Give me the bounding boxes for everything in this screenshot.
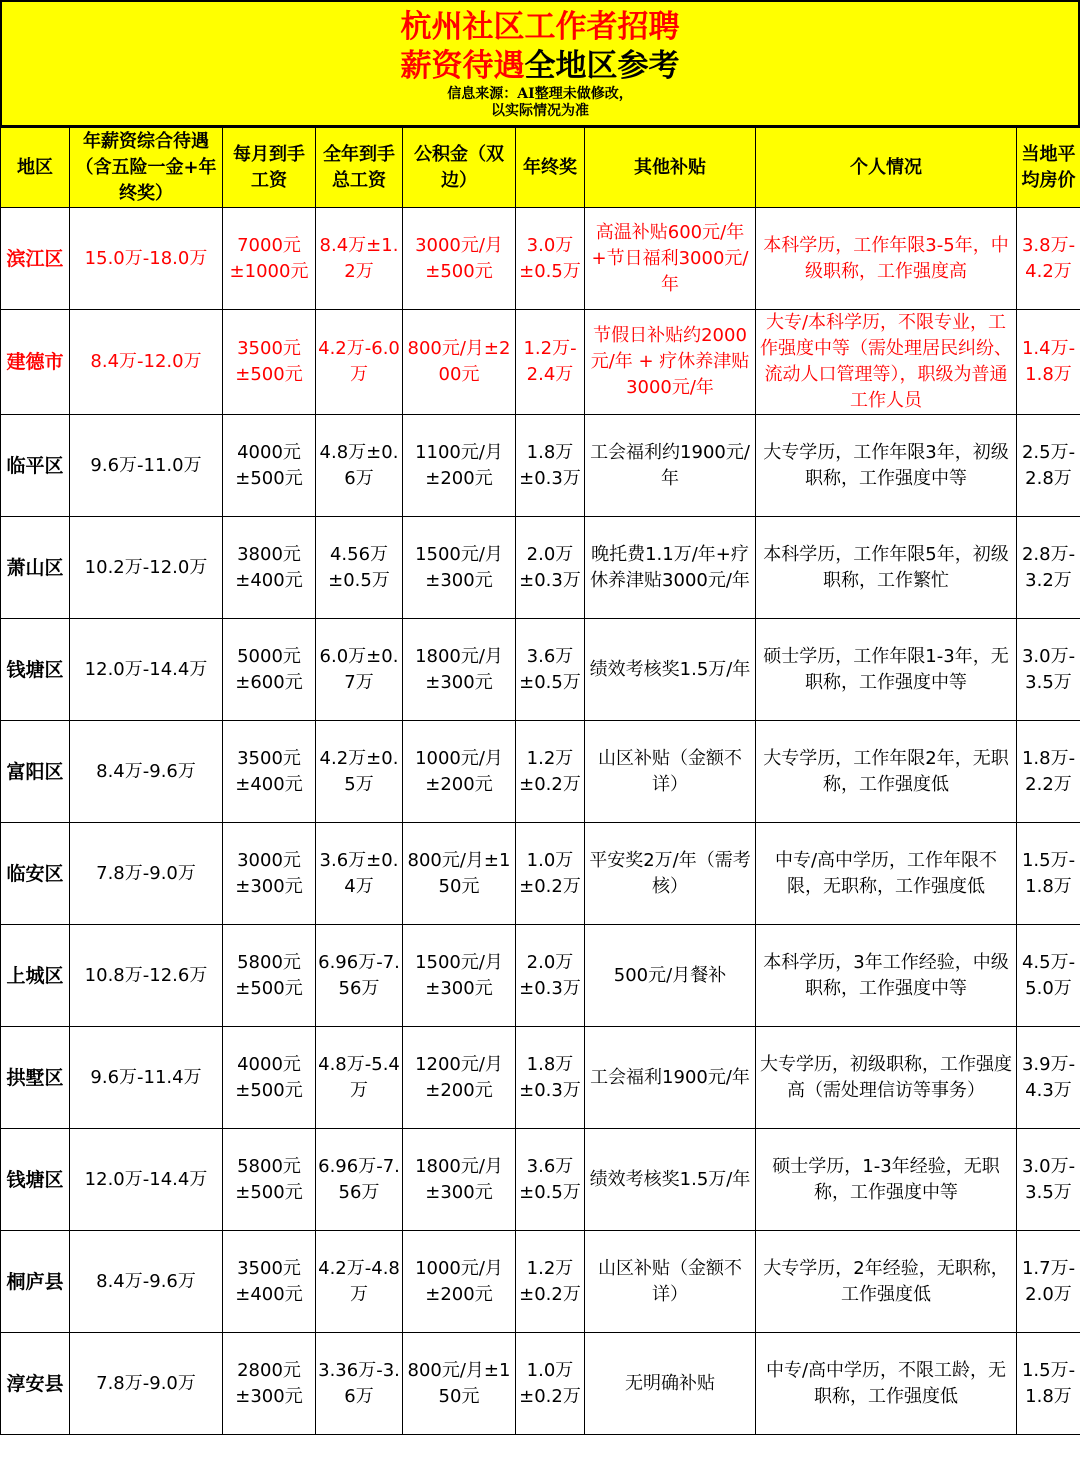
cell-monthly: 4000元±500元 <box>223 415 316 517</box>
cell-fund: 3000元/月±500元 <box>403 208 516 310</box>
cell-region: 建德市 <box>1 310 70 415</box>
page-subtitle <box>401 47 680 86</box>
cell-bonus: 2.0万±0.3万 <box>516 925 585 1027</box>
cell-fund: 1000元/月±200元 <box>403 721 516 823</box>
cell-bonus: 1.2万-2.4万 <box>516 310 585 415</box>
source-note-1: 信息来源：AI整理未做修改， <box>447 85 633 102</box>
cell-region: 桐庐县 <box>1 1231 70 1333</box>
cell-annual: 9.6万-11.0万 <box>70 415 223 517</box>
cell-price: 2.8万-3.2万 <box>1017 517 1080 619</box>
cell-personal: 本科学历，工作年限3-5年，中级职称，工作强度高 <box>756 208 1017 310</box>
table-row <box>1 1231 1080 1333</box>
salary-table <box>0 127 1080 1435</box>
cell-fund: 1500元/月±300元 <box>403 517 516 619</box>
col-header-yearly-net: 全年到手总工资 <box>316 128 403 208</box>
cell-fund: 800元/月±150元 <box>403 1333 516 1435</box>
table-row <box>1 1333 1080 1435</box>
cell-region: 滨江区 <box>1 208 70 310</box>
cell-monthly: 2800元±300元 <box>223 1333 316 1435</box>
cell-personal: 中专/高中学历，不限工龄，无职称，工作强度低 <box>756 1333 1017 1435</box>
cell-fund: 1800元/月±300元 <box>403 1129 516 1231</box>
cell-subsidy: 高温补贴600元/年+节日福利3000元/年 <box>585 208 756 310</box>
cell-bonus: 3.0万±0.5万 <box>516 208 585 310</box>
cell-monthly: 3500元±400元 <box>223 1231 316 1333</box>
cell-subsidy: 工会福利约1900元/年 <box>585 415 756 517</box>
cell-personal: 大专学历，工作年限3年，初级职称，工作强度中等 <box>756 415 1017 517</box>
table-row <box>1 721 1080 823</box>
cell-price: 3.0万-3.5万 <box>1017 1129 1080 1231</box>
cell-annual: 8.4万-12.0万 <box>70 310 223 415</box>
cell-bonus: 1.0万±0.2万 <box>516 1333 585 1435</box>
cell-region: 临平区 <box>1 415 70 517</box>
cell-bonus: 1.8万±0.3万 <box>516 415 585 517</box>
cell-yearly-net: 3.36万-3.6万 <box>316 1333 403 1435</box>
cell-price: 3.0万-3.5万 <box>1017 619 1080 721</box>
cell-price: 2.5万-2.8万 <box>1017 415 1080 517</box>
cell-region: 钱塘区 <box>1 1129 70 1231</box>
cell-monthly: 3500元±500元 <box>223 310 316 415</box>
cell-bonus: 1.2万±0.2万 <box>516 1231 585 1333</box>
cell-annual: 10.8万-12.6万 <box>70 925 223 1027</box>
cell-bonus: 1.2万±0.2万 <box>516 721 585 823</box>
cell-personal: 大专学历，2年经验，无职称，工作强度低 <box>756 1231 1017 1333</box>
cell-yearly-net: 6.96万-7.56万 <box>316 925 403 1027</box>
cell-yearly-net: 6.0万±0.7万 <box>316 619 403 721</box>
cell-fund: 1500元/月±300元 <box>403 925 516 1027</box>
cell-fund: 1800元/月±300元 <box>403 619 516 721</box>
cell-fund: 800元/月±150元 <box>403 823 516 925</box>
cell-yearly-net: 4.56万±0.5万 <box>316 517 403 619</box>
cell-monthly: 5800元±500元 <box>223 925 316 1027</box>
cell-personal: 硕士学历，1-3年经验，无职称，工作强度中等 <box>756 1129 1017 1231</box>
cell-bonus: 1.8万±0.3万 <box>516 1027 585 1129</box>
cell-yearly-net: 4.8万±0.6万 <box>316 415 403 517</box>
cell-annual: 9.6万-11.4万 <box>70 1027 223 1129</box>
cell-region: 临安区 <box>1 823 70 925</box>
col-header-price: 当地平均房价 <box>1017 128 1080 208</box>
cell-yearly-net: 4.8万-5.4万 <box>316 1027 403 1129</box>
cell-annual: 8.4万-9.6万 <box>70 1231 223 1333</box>
cell-fund: 800元/月±200元 <box>403 310 516 415</box>
cell-region: 上城区 <box>1 925 70 1027</box>
cell-annual: 10.2万-12.0万 <box>70 517 223 619</box>
cell-region: 拱墅区 <box>1 1027 70 1129</box>
table-header-row <box>1 128 1080 208</box>
cell-subsidy: 山区补贴（金额不详） <box>585 721 756 823</box>
cell-subsidy: 晚托费1.1万/年+疗休养津贴3000元/年 <box>585 517 756 619</box>
col-header-bonus: 年终奖 <box>516 128 585 208</box>
cell-subsidy: 绩效考核奖1.5万/年 <box>585 619 756 721</box>
cell-yearly-net: 8.4万±1.2万 <box>316 208 403 310</box>
cell-subsidy: 平安奖2万/年（需考核） <box>585 823 756 925</box>
cell-fund: 1200元/月±200元 <box>403 1027 516 1129</box>
table-row <box>1 1027 1080 1129</box>
cell-monthly: 3500元±400元 <box>223 721 316 823</box>
title-banner <box>0 0 1080 127</box>
source-note-2: 以实际情况为准 <box>491 102 589 119</box>
col-header-personal: 个人情况 <box>756 128 1017 208</box>
cell-price: 1.5万-1.8万 <box>1017 1333 1080 1435</box>
cell-price: 3.9万-4.3万 <box>1017 1027 1080 1129</box>
cell-yearly-net: 4.2万±0.5万 <box>316 721 403 823</box>
table-row <box>1 823 1080 925</box>
cell-yearly-net: 6.96万-7.56万 <box>316 1129 403 1231</box>
cell-annual: 7.8万-9.0万 <box>70 1333 223 1435</box>
cell-annual: 7.8万-9.0万 <box>70 823 223 925</box>
cell-fund: 1000元/月±200元 <box>403 1231 516 1333</box>
subtitle-highlight: 薪资待遇 <box>400 47 525 84</box>
cell-personal: 大专学历，初级职称，工作强度高（需处理信访等事务） <box>756 1027 1017 1129</box>
page-title: 杭州社区工作者招聘 <box>400 8 680 45</box>
cell-subsidy: 500元/月餐补 <box>585 925 756 1027</box>
table-row <box>1 517 1080 619</box>
col-header-fund: 公积金（双边） <box>403 128 516 208</box>
cell-monthly: 5000元±600元 <box>223 619 316 721</box>
cell-price: 3.8万-4.2万 <box>1017 208 1080 310</box>
cell-price: 1.7万-2.0万 <box>1017 1231 1080 1333</box>
cell-bonus: 2.0万±0.3万 <box>516 517 585 619</box>
cell-annual: 15.0万-18.0万 <box>70 208 223 310</box>
cell-region: 萧山区 <box>1 517 70 619</box>
cell-subsidy: 无明确补贴 <box>585 1333 756 1435</box>
table-row <box>1 925 1080 1027</box>
cell-monthly: 5800元±500元 <box>223 1129 316 1231</box>
cell-monthly: 4000元±500元 <box>223 1027 316 1129</box>
table-row <box>1 619 1080 721</box>
cell-personal: 本科学历，工作年限5年，初级职称，工作繁忙 <box>756 517 1017 619</box>
cell-subsidy: 节假日补贴约2000元/年 + 疗休养津贴3000元/年 <box>585 310 756 415</box>
cell-price: 1.4万-1.8万 <box>1017 310 1080 415</box>
cell-monthly: 7000元±1000元 <box>223 208 316 310</box>
col-header-region: 地区 <box>1 128 70 208</box>
cell-region: 钱塘区 <box>1 619 70 721</box>
cell-personal: 大专学历，工作年限2年，无职称，工作强度低 <box>756 721 1017 823</box>
cell-subsidy: 工会福利1900元/年 <box>585 1027 756 1129</box>
cell-price: 1.8万-2.2万 <box>1017 721 1080 823</box>
cell-bonus: 3.6万±0.5万 <box>516 1129 585 1231</box>
table-row <box>1 1129 1080 1231</box>
cell-yearly-net: 3.6万±0.4万 <box>316 823 403 925</box>
col-header-monthly: 每月到手工资 <box>223 128 316 208</box>
cell-personal: 本科学历，3年工作经验，中级职称，工作强度中等 <box>756 925 1017 1027</box>
cell-personal: 硕士学历，工作年限1-3年，无职称，工作强度中等 <box>756 619 1017 721</box>
cell-subsidy: 绩效考核奖1.5万/年 <box>585 1129 756 1231</box>
subtitle-rest: 全地区参考 <box>524 47 680 84</box>
cell-region: 淳安县 <box>1 1333 70 1435</box>
cell-yearly-net: 4.2万-4.8万 <box>316 1231 403 1333</box>
cell-monthly: 3800元±400元 <box>223 517 316 619</box>
col-header-subsidy: 其他补贴 <box>585 128 756 208</box>
cell-bonus: 3.6万±0.5万 <box>516 619 585 721</box>
cell-price: 1.5万-1.8万 <box>1017 823 1080 925</box>
table-row <box>1 208 1080 310</box>
cell-annual: 8.4万-9.6万 <box>70 721 223 823</box>
table-row <box>1 310 1080 415</box>
table-row <box>1 415 1080 517</box>
cell-price: 4.5万-5.0万 <box>1017 925 1080 1027</box>
cell-fund: 1100元/月±200元 <box>403 415 516 517</box>
col-header-annual: 年薪资综合待遇（含五险一金+年终奖） <box>70 128 223 208</box>
cell-yearly-net: 4.2万-6.0万 <box>316 310 403 415</box>
cell-region: 富阳区 <box>1 721 70 823</box>
cell-personal: 大专/本科学历，不限专业，工作强度中等（需处理居民纠纷、流动人口管理等），职级为普通工作人员 <box>756 310 1017 415</box>
cell-bonus: 1.0万±0.2万 <box>516 823 585 925</box>
cell-subsidy: 山区补贴（金额不详） <box>585 1231 756 1333</box>
cell-annual: 12.0万-14.4万 <box>70 1129 223 1231</box>
cell-monthly: 3000元±300元 <box>223 823 316 925</box>
cell-annual: 12.0万-14.4万 <box>70 619 223 721</box>
table-body <box>1 208 1080 1435</box>
cell-personal: 中专/高中学历，工作年限不限，无职称，工作强度低 <box>756 823 1017 925</box>
